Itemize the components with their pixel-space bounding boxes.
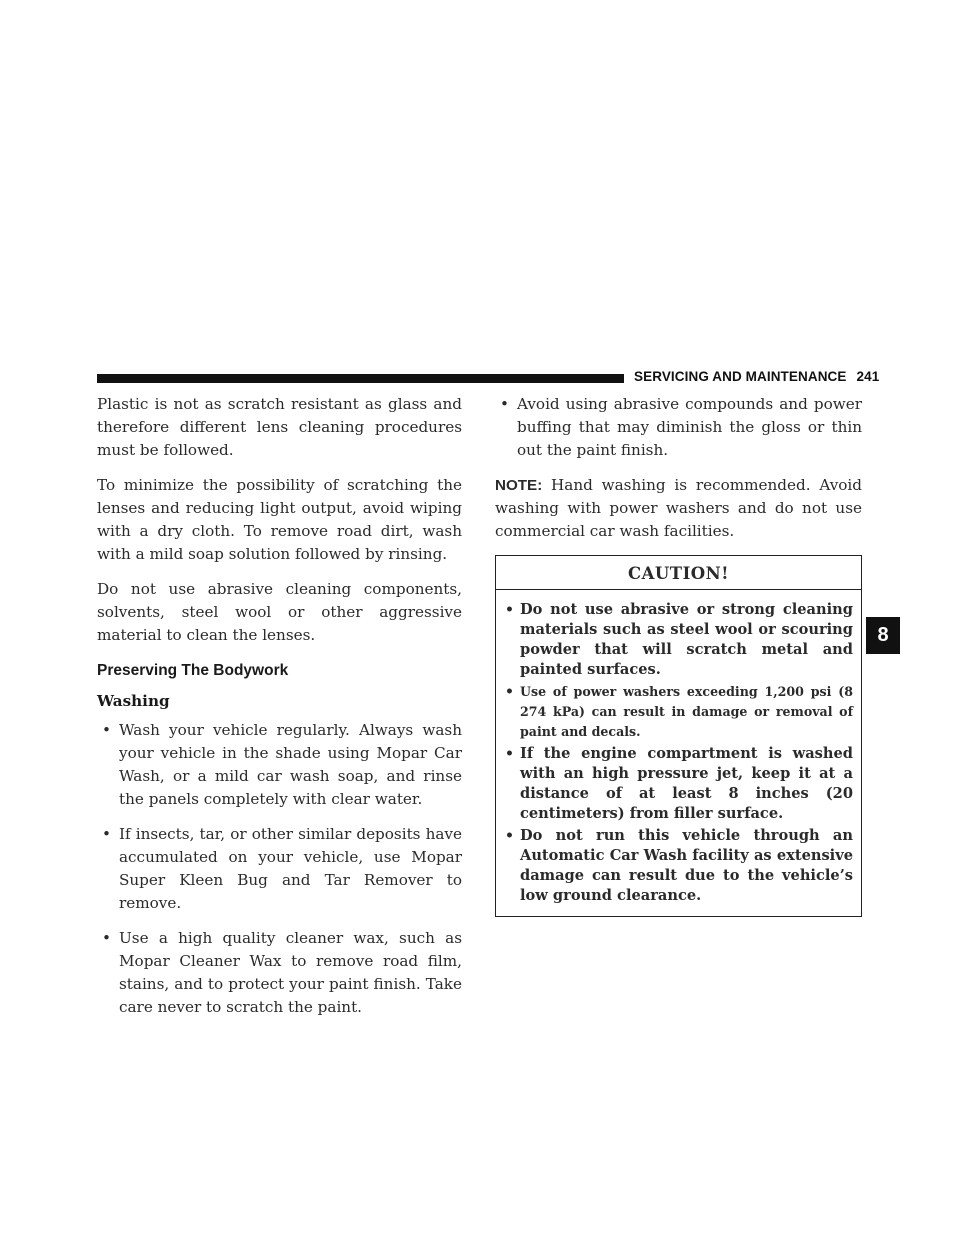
paragraph: To minimize the possibility of scratching the lenses and reducing light output, avoid wiping with a dry cloth. To remove road dirt, wash with a mild soap solution followed by rinsing.	[97, 476, 462, 563]
list-item: • If insects, tar, or other similar deposits have accumulated on your vehicle, use Mopar Super Kleen Bug and Tar Remover to remove.	[97, 823, 462, 915]
washing-bullet-list-continued	[495, 393, 862, 462]
running-header	[634, 369, 879, 384]
note-paragraph	[495, 474, 862, 543]
paragraph: Do not use abrasive cleaning components, solvents, steel wool or other aggressive material to clean the lenses.	[97, 580, 462, 644]
list-item: • Wash your vehicle regularly. Always wash your vehicle in the shade using Mopar Car Wash, or a mild car wash soap, and rinse the panels completely with clear water.	[97, 719, 462, 811]
right-column	[495, 393, 862, 917]
chapter-tab: 8	[866, 617, 900, 654]
note-text: Hand washing is recommended. Avoid washing with power washers and do not use commercial car wash facilities.	[495, 476, 862, 540]
page-number: 241	[856, 369, 880, 384]
caution-item: • Do not use abrasive or strong cleaning materials such as steel wool or scouring powder that will scratch metal and painted surfaces.	[504, 600, 853, 680]
caution-body	[496, 590, 861, 916]
note-label: NOTE:	[495, 477, 543, 494]
left-column	[97, 393, 462, 1031]
caution-title: CAUTION!	[496, 556, 861, 590]
subsection-heading: Washing	[97, 692, 170, 710]
section-heading: Preserving The Bodywork	[97, 662, 289, 679]
list-item: • Use a high quality cleaner wax, such as Mopar Cleaner Wax to remove road film, stains, and to protect your paint finish. Take care never to scratch the paint.	[97, 927, 462, 1019]
list-item: • Avoid using abrasive compounds and power buffing that may diminish the gloss or thin out the paint finish.	[495, 393, 862, 462]
washing-bullet-list	[97, 719, 462, 1019]
caution-item: • Use of power washers exceeding 1,200 psi (8 274 kPa) can result in damage or removal of paint and decals.	[504, 682, 853, 742]
header-rule	[97, 374, 624, 383]
caution-list	[504, 600, 853, 906]
section-title: SERVICING AND MAINTENANCE	[634, 369, 847, 384]
paragraph: Plastic is not as scratch resistant as glass and therefore different lens cleaning procedures must be followed.	[97, 395, 462, 459]
caution-item: • Do not run this vehicle through an Automatic Car Wash facility as extensive damage can result due to the vehicle’s low ground clearance.	[504, 826, 853, 906]
caution-box	[495, 555, 862, 917]
caution-item: • If the engine compartment is washed with an high pressure jet, keep it at a distance of at least 8 inches (20 centimeters) from filler surface.	[504, 744, 853, 824]
